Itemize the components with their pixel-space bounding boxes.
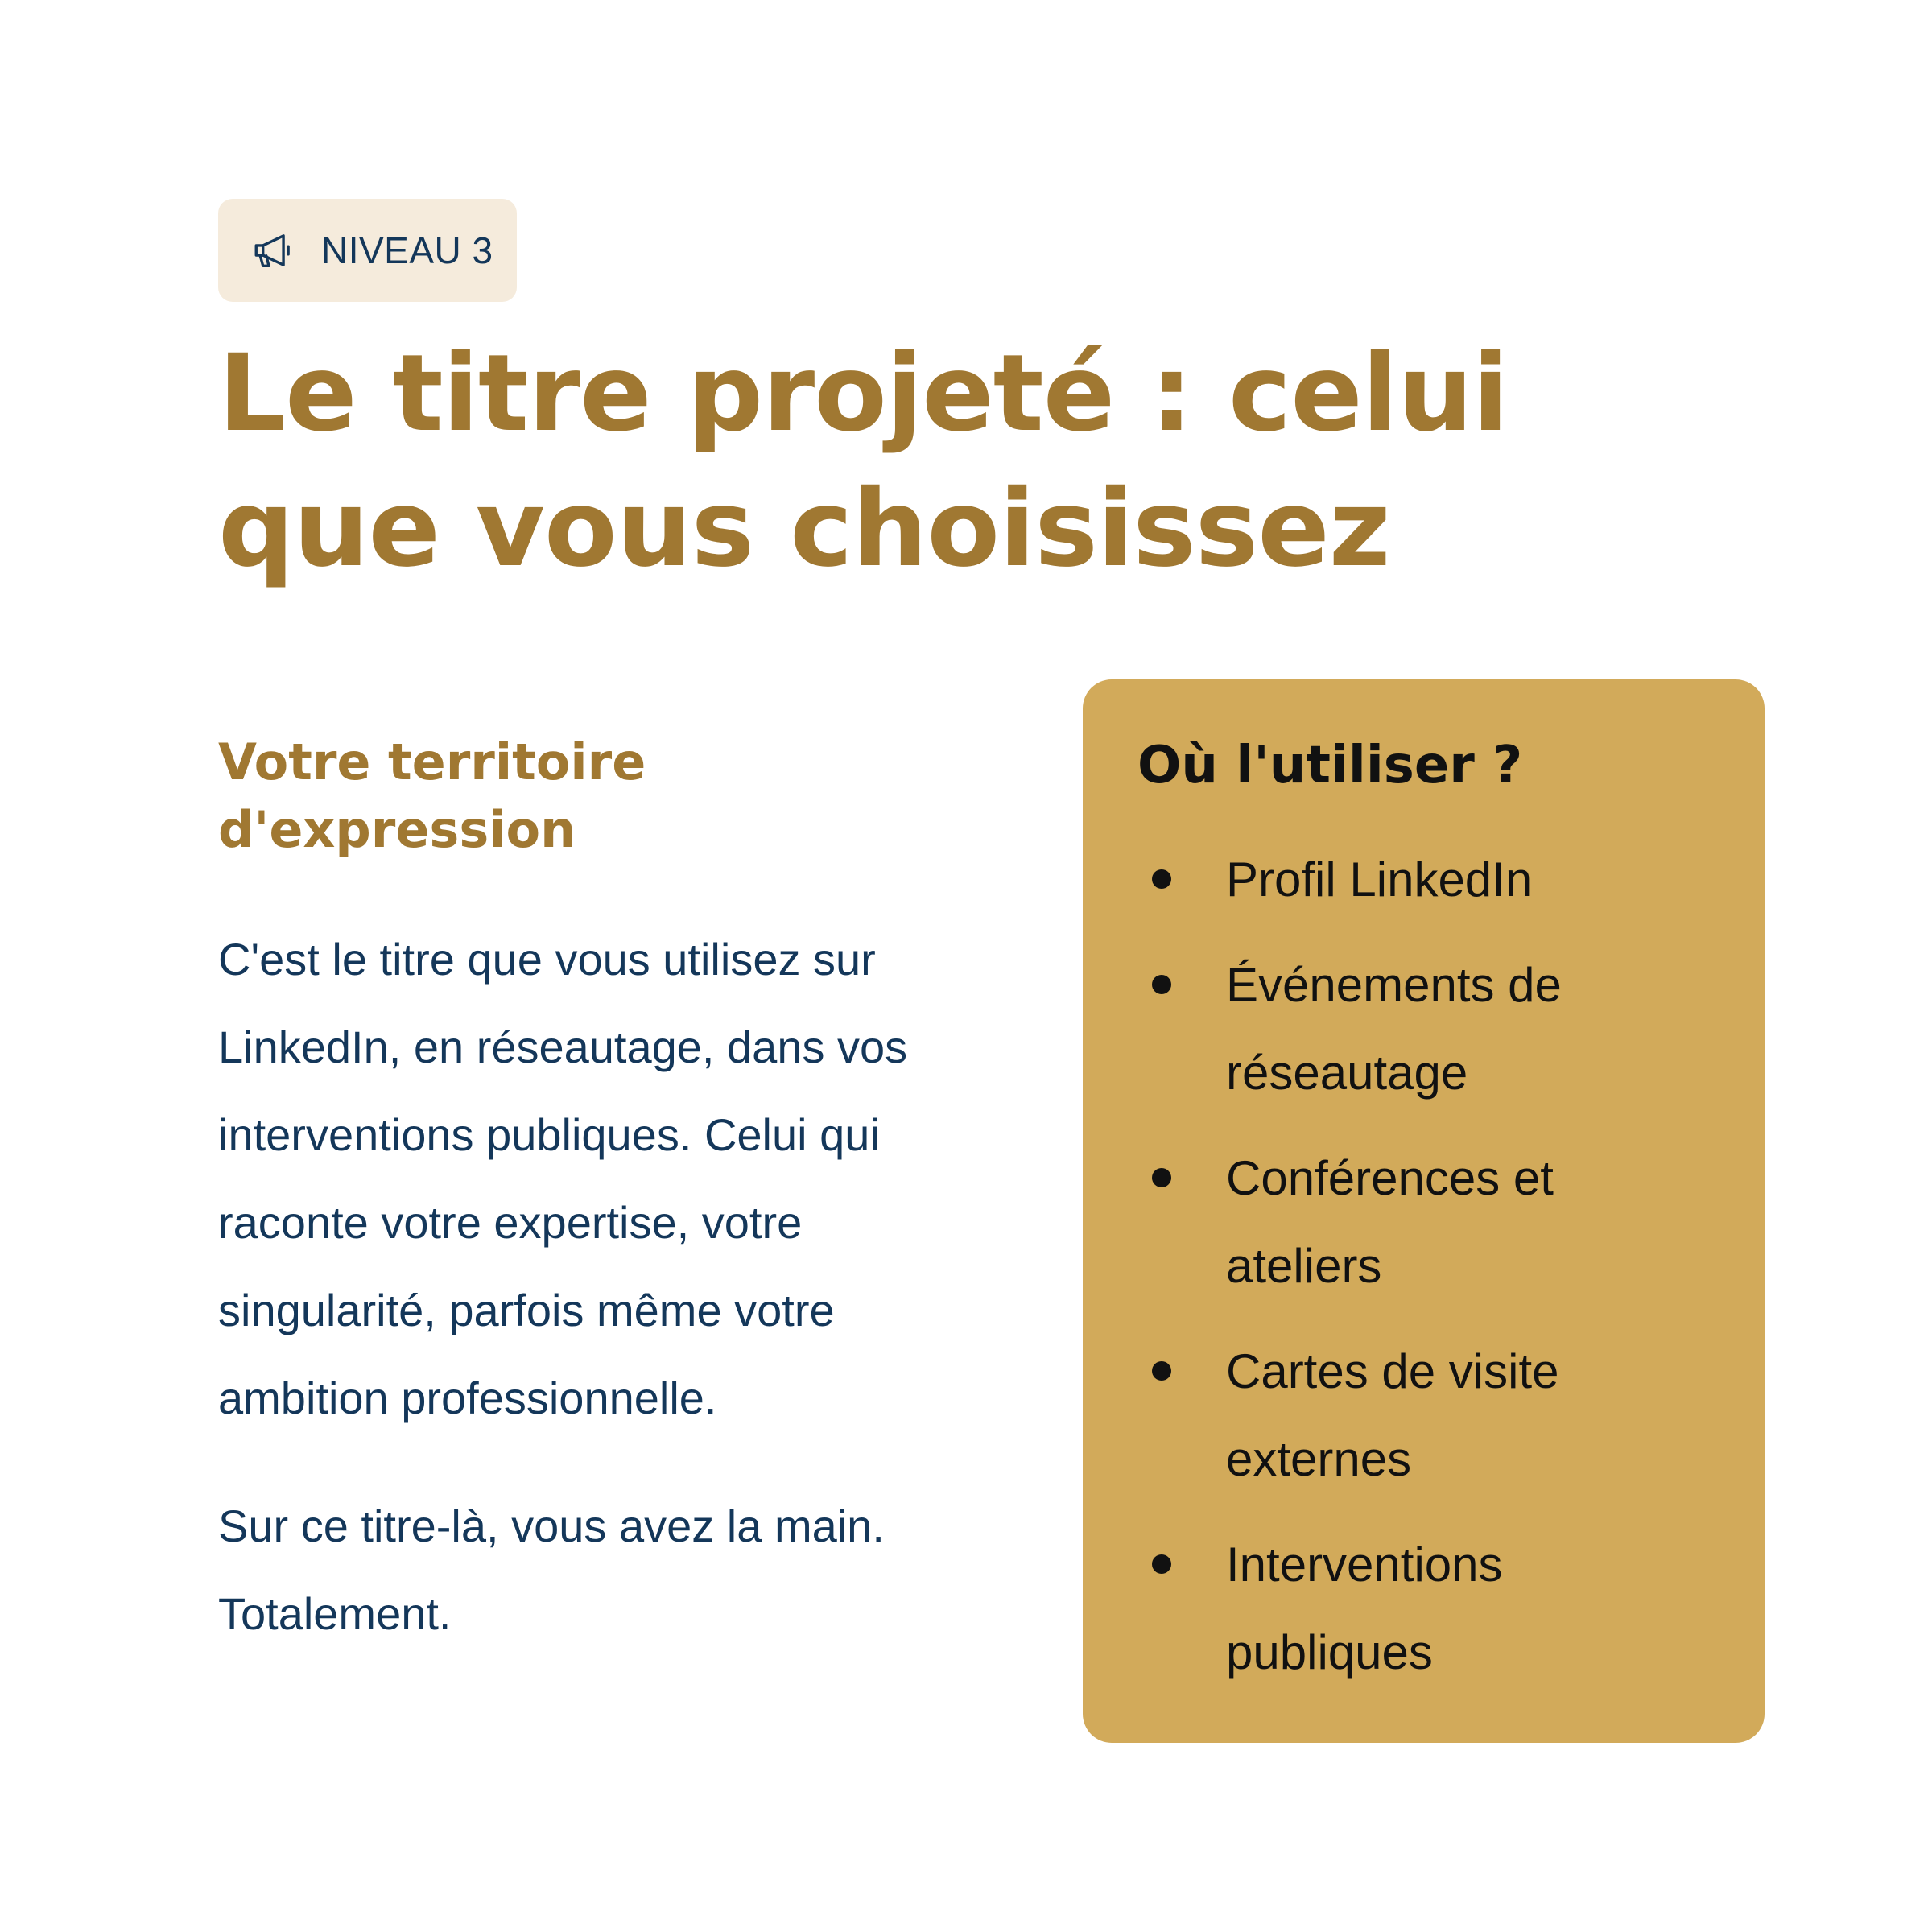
megaphone-icon [250, 227, 297, 274]
list-item [1137, 1134, 1716, 1310]
closing-paragraph: Sur ce titre-là, vous avez la main. Totalement. [218, 1501, 885, 1639]
expression-section [218, 729, 1007, 1657]
intro-paragraph: C'est le titre que vous utilisez sur LinkedIn, en réseautage, dans vos interventions publiques. Celui qui raconte votre expertise, votre singularité, parfois même votre ambition professionnelle. [218, 934, 908, 1423]
usage-list [1137, 836, 1716, 1696]
bullet-icon [1152, 1168, 1171, 1187]
bullet-icon [1152, 869, 1171, 889]
list-item-label: Profil LinkedIn [1226, 852, 1533, 906]
bullet-icon [1152, 975, 1171, 994]
usage-card [1083, 679, 1765, 1743]
list-item [1137, 1327, 1716, 1503]
usage-card-title: Où l'utiliser ? [1137, 736, 1523, 795]
badge-label: NIVEAU 3 [321, 229, 493, 271]
page-title: Le titre projeté : celui que vous choisissez [218, 332, 1509, 591]
list-item-label: Interventions publiques [1226, 1538, 1503, 1679]
section-subheading: Votre territoire d'expression [218, 733, 646, 859]
level-badge [218, 199, 517, 302]
list-item [1137, 1521, 1716, 1696]
bullet-icon [1152, 1361, 1171, 1381]
list-item-label: Conférences et ateliers [1226, 1151, 1554, 1293]
bullet-icon [1152, 1554, 1171, 1574]
list-item [1137, 941, 1716, 1117]
list-item-label: Cartes de visite externes [1226, 1344, 1559, 1486]
list-item-label: Événements de réseautage [1226, 958, 1562, 1100]
list-item [1137, 836, 1716, 923]
